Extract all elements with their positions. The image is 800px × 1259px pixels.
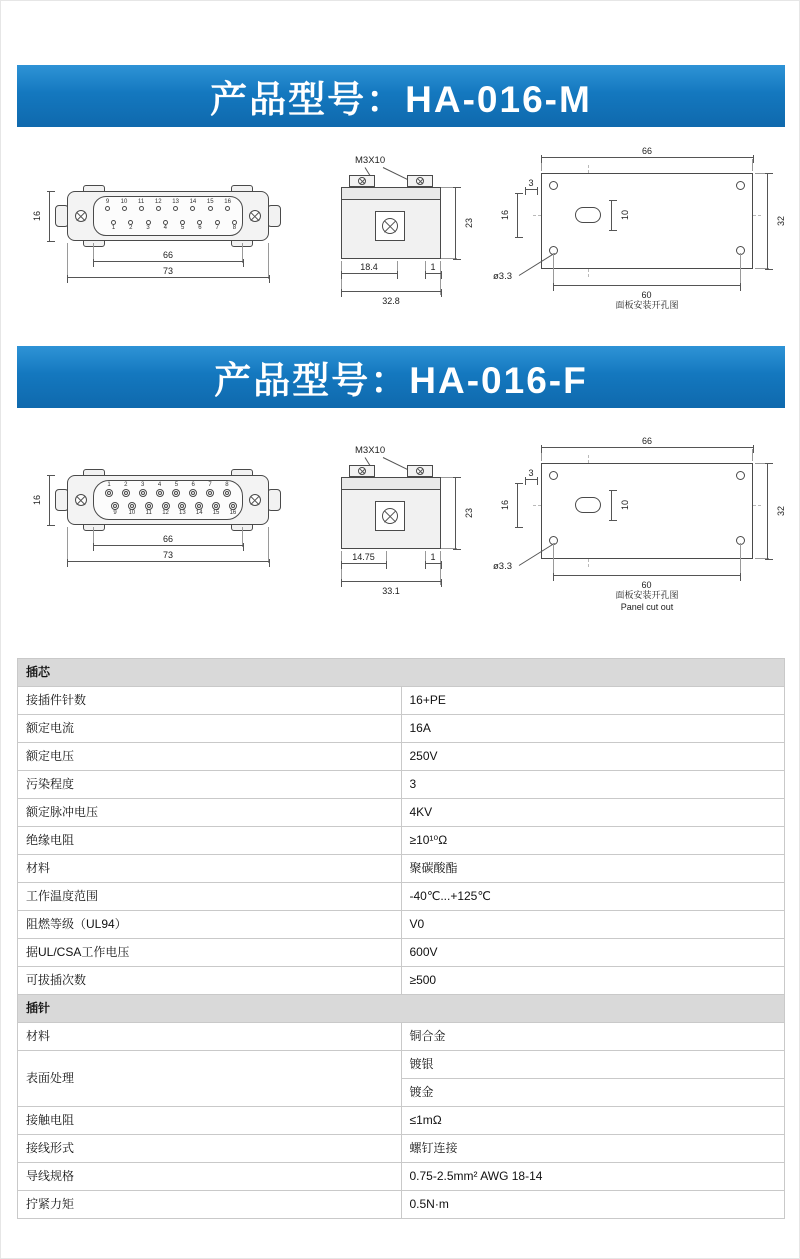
dimension-line	[553, 575, 740, 590]
spec-label: 接触电阻	[18, 1107, 402, 1135]
section-header: 插芯	[18, 659, 785, 687]
spec-value: 镀银	[401, 1051, 785, 1079]
cutout-slot	[575, 207, 601, 223]
dimension-label: 18.4	[360, 262, 378, 272]
pin: 15	[212, 502, 220, 517]
terminal-screw	[416, 467, 424, 475]
spec-value: ≤1mΩ	[401, 1107, 785, 1135]
spec-value: 16A	[401, 715, 785, 743]
pin: 11	[138, 199, 144, 211]
pin: 3	[146, 220, 151, 232]
table-row	[18, 715, 785, 743]
pin: 4	[163, 220, 168, 232]
banner-title: 产品型号：HA-016-M	[210, 79, 592, 120]
pin: 5	[172, 482, 180, 497]
fixing-screw	[249, 210, 261, 222]
dimension-label: 14.75	[352, 552, 375, 562]
table-row	[18, 967, 785, 995]
dimension-line	[525, 178, 537, 190]
center-screw	[382, 508, 398, 524]
dimension-label: 16	[500, 209, 511, 221]
pin-row-bottom	[111, 502, 237, 517]
dimension-line	[541, 146, 753, 158]
spec-value: V0	[401, 911, 785, 939]
pin: 6	[189, 482, 197, 497]
dimension-line	[67, 266, 269, 278]
terminal-screw	[358, 177, 366, 185]
mounting-hole	[736, 181, 745, 190]
pin: 14	[195, 502, 203, 517]
pin: 14	[190, 199, 197, 211]
pin: 15	[207, 199, 214, 211]
spec-value: ≥10¹⁰Ω	[401, 827, 785, 855]
table-row	[18, 771, 785, 799]
dimension-line	[93, 534, 243, 546]
spec-value: -40℃...+125℃	[401, 883, 785, 911]
dimension-label: 33.1	[382, 586, 400, 596]
pin: 11	[145, 502, 153, 517]
dimension-label: 3	[528, 178, 534, 188]
terminal-screw	[358, 467, 366, 475]
mounting-hole	[549, 181, 558, 190]
dimension-line	[341, 581, 441, 596]
dimension-label: 1	[430, 262, 436, 272]
flange	[341, 477, 441, 490]
dimension-label: 32	[775, 215, 786, 227]
spec-value: 铜合金	[401, 1023, 785, 1051]
spec-value: 600V	[401, 939, 785, 967]
spec-label: 接插件针数	[18, 687, 402, 715]
spec-value: 0.5N·m	[401, 1191, 785, 1219]
pin: 1	[105, 482, 113, 497]
pin: 10	[128, 502, 136, 517]
dimension-line	[500, 483, 518, 527]
spec-label: 额定脉冲电压	[18, 799, 402, 827]
table-row	[18, 799, 785, 827]
pin: 2	[122, 482, 130, 497]
dimension-line	[425, 552, 441, 564]
table-row	[18, 1051, 785, 1079]
dimension-line	[32, 191, 50, 241]
dimension-label: 23	[463, 217, 474, 229]
spec-label: 导线规格	[18, 1163, 402, 1191]
pin: 9	[111, 502, 119, 517]
table-row	[18, 1163, 785, 1191]
dimension-label: 16	[32, 494, 43, 506]
pin: 13	[172, 199, 179, 211]
dimension-label: 32	[775, 505, 786, 517]
mounting-hole	[549, 471, 558, 480]
spec-label: 污染程度	[18, 771, 402, 799]
mounting-hole	[736, 471, 745, 480]
dimension-label: 60	[641, 290, 652, 300]
screw-spec-label: M3X10	[355, 445, 386, 456]
table-row	[18, 1135, 785, 1163]
hole-diameter-label: ø3.3	[493, 271, 513, 282]
fixing-screw	[249, 494, 261, 506]
spec-label: 额定电流	[18, 715, 402, 743]
spec-label: 拧紧力矩	[18, 1191, 402, 1219]
panel-cutout-caption	[541, 299, 753, 311]
dimension-line	[93, 250, 243, 262]
pin: 6	[197, 220, 202, 232]
pin: 8	[232, 220, 237, 232]
pin: 9	[105, 199, 110, 211]
table-row	[18, 911, 785, 939]
spec-label: 材料	[18, 1023, 402, 1051]
spec-label: 据UL/CSA工作电压	[18, 939, 402, 967]
spec-table	[17, 658, 785, 1219]
dimension-label: 10	[619, 209, 630, 221]
dimension-line	[767, 173, 786, 269]
dimension-line	[455, 187, 474, 259]
spec-label: 表面处理	[18, 1051, 402, 1107]
spec-label: 材料	[18, 855, 402, 883]
pin: 7	[215, 220, 220, 232]
fixing-screw	[75, 210, 87, 222]
dimension-label: 3	[528, 468, 534, 478]
dimension-label: 16	[32, 210, 43, 222]
cutout-rect	[541, 173, 753, 269]
pin-row-top	[105, 482, 231, 497]
cutout-rect	[541, 463, 753, 559]
pin-row-top	[105, 199, 231, 211]
section-header-row	[18, 995, 785, 1023]
pin: 3	[139, 482, 147, 497]
pin: 2	[128, 220, 133, 232]
dimension-label: 23	[463, 507, 474, 519]
section-header: 插针	[18, 995, 785, 1023]
table-row	[18, 1191, 785, 1219]
hole-diameter-label: ø3.3	[493, 561, 513, 572]
dimension-line	[500, 193, 518, 237]
caption-cn: 面板安装开孔图	[615, 300, 679, 310]
panel-cutout-caption	[541, 589, 753, 613]
spec-label: 绝缘电阻	[18, 827, 402, 855]
caption-en: Panel cut out	[620, 602, 674, 612]
pin: 12	[162, 502, 170, 517]
dimension-label: 73	[162, 550, 174, 560]
cutout-slot	[575, 497, 601, 513]
pin: 12	[155, 199, 162, 211]
dimension-label: 10	[619, 499, 630, 511]
dimension-line	[341, 291, 441, 306]
drawing-m-front-view	[32, 179, 291, 301]
table-row	[18, 855, 785, 883]
pin-row-bottom	[111, 220, 237, 232]
dimension-label: 66	[641, 146, 653, 156]
dimension-label: 73	[162, 266, 174, 276]
dimension-line	[611, 490, 630, 520]
drawing-m-side-view	[323, 155, 475, 315]
dimension-line	[525, 468, 537, 480]
product-model-banner-m	[17, 65, 785, 127]
table-row	[18, 1023, 785, 1051]
spec-value: 0.75-2.5mm² AWG 18-14	[401, 1163, 785, 1191]
spec-value: 螺钉连接	[401, 1135, 785, 1163]
dimension-label: 32.8	[382, 296, 400, 306]
dimension-line	[341, 262, 397, 274]
drawing-f-side-view	[323, 445, 475, 605]
table-row	[18, 1107, 785, 1135]
dimension-line	[425, 262, 441, 274]
dimension-line	[553, 285, 740, 300]
dimension-label: 60	[641, 580, 652, 590]
dimension-line	[611, 200, 630, 230]
drawing-m-panel-cutout	[479, 146, 793, 319]
spec-value: 16+PE	[401, 687, 785, 715]
spec-label: 可拔插次数	[18, 967, 402, 995]
dimension-label: 66	[162, 534, 174, 544]
pin: 16	[229, 502, 237, 517]
pin: 10	[121, 199, 128, 211]
dimension-line	[341, 552, 386, 564]
table-row	[18, 883, 785, 911]
pin: 1	[111, 220, 116, 232]
center-screw	[382, 218, 398, 234]
drawing-f-front-view	[32, 463, 291, 585]
drawing-f-panel-cutout	[479, 436, 793, 621]
spec-value: 聚碳酸酯	[401, 855, 785, 883]
spec-value: 4KV	[401, 799, 785, 827]
table-row	[18, 827, 785, 855]
spec-value: ≥500	[401, 967, 785, 995]
dimension-line	[67, 550, 269, 562]
spec-value: 250V	[401, 743, 785, 771]
dimension-line	[767, 463, 786, 559]
pin: 13	[178, 502, 186, 517]
dimension-line	[32, 475, 50, 525]
side-tab	[267, 489, 281, 511]
pin: 7	[206, 482, 214, 497]
dimension-label: 66	[641, 436, 653, 446]
spec-value: 镀金	[401, 1079, 785, 1107]
flange	[341, 187, 441, 200]
pin: 4	[156, 482, 164, 497]
section-header-row	[18, 659, 785, 687]
spec-label: 额定电压	[18, 743, 402, 771]
pin: 5	[180, 220, 185, 232]
spec-label: 接线形式	[18, 1135, 402, 1163]
dimension-label: 1	[430, 552, 436, 562]
dimension-line	[455, 477, 474, 549]
side-tab	[267, 205, 281, 227]
pin: 16	[224, 199, 231, 211]
screw-spec-label: M3X10	[355, 155, 386, 166]
fixing-screw	[75, 494, 87, 506]
caption-cn: 面板安装开孔图	[615, 590, 679, 600]
table-row	[18, 939, 785, 967]
spec-label: 工作温度范围	[18, 883, 402, 911]
banner-title: 产品型号：HA-016-F	[214, 360, 588, 401]
spec-value: 3	[401, 771, 785, 799]
terminal-screw	[416, 177, 424, 185]
dimension-label: 66	[162, 250, 174, 260]
table-row	[18, 687, 785, 715]
product-model-banner-f	[17, 346, 785, 408]
table-row	[18, 743, 785, 771]
pin: 8	[223, 482, 231, 497]
spec-label: 阻燃等级（UL94）	[18, 911, 402, 939]
dimension-label: 16	[500, 499, 511, 511]
dimension-line	[541, 436, 753, 448]
